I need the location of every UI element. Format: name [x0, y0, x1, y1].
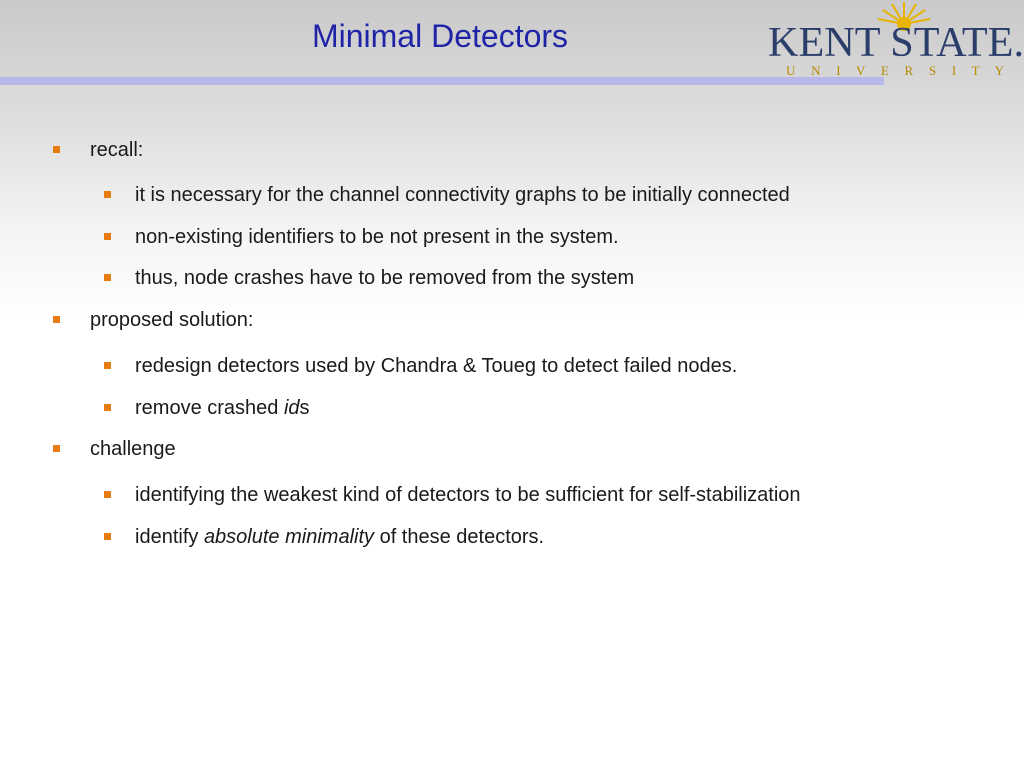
bullet-marker	[104, 191, 111, 198]
bullet-marker	[53, 146, 60, 153]
bullet-marker	[104, 491, 111, 498]
sub-bullet	[135, 525, 544, 549]
bullet-marker	[104, 533, 111, 540]
sub-bullet-text: remove crashed	[135, 397, 284, 419]
bullet-challenge: challenge	[90, 438, 176, 460]
sub-bullet: identifying the weakest kind of detectors to be sufficient for self-stabilization	[135, 484, 801, 506]
bullet-proposed-solution: proposed solution:	[90, 309, 254, 331]
sub-bullet: redesign detectors used by Chandra & Toueg to detect failed nodes.	[135, 355, 738, 377]
sub-bullet-emphasis: absolute minimality	[203, 526, 375, 548]
bullet-marker	[53, 316, 60, 323]
bullet-marker	[104, 233, 111, 240]
sub-bullet: it is necessary for the channel connectivity graphs to be initially connected	[135, 184, 790, 206]
sub-bullet-text: s	[299, 397, 310, 419]
bullet-marker	[104, 404, 111, 411]
bullet-recall: recall:	[90, 139, 144, 161]
bullet-marker	[104, 274, 111, 281]
bullet-marker	[104, 362, 111, 369]
sub-bullet: non-existing identifiers to be not present in the system.	[135, 226, 619, 248]
sub-bullet: thus, node crashes have to be removed from the system	[135, 267, 635, 289]
sub-bullet	[135, 396, 310, 420]
slide-title: Minimal Detectors	[311, 18, 569, 54]
sub-bullet-emphasis: id	[283, 397, 300, 419]
logo-word: KENT STATE.	[768, 20, 1024, 66]
sub-bullet-text: of these detectors.	[374, 526, 545, 548]
sub-bullet-text: identify	[135, 526, 204, 548]
logo-subword: U N I V E R S I T Y	[786, 63, 1004, 78]
bullet-marker	[53, 445, 60, 452]
